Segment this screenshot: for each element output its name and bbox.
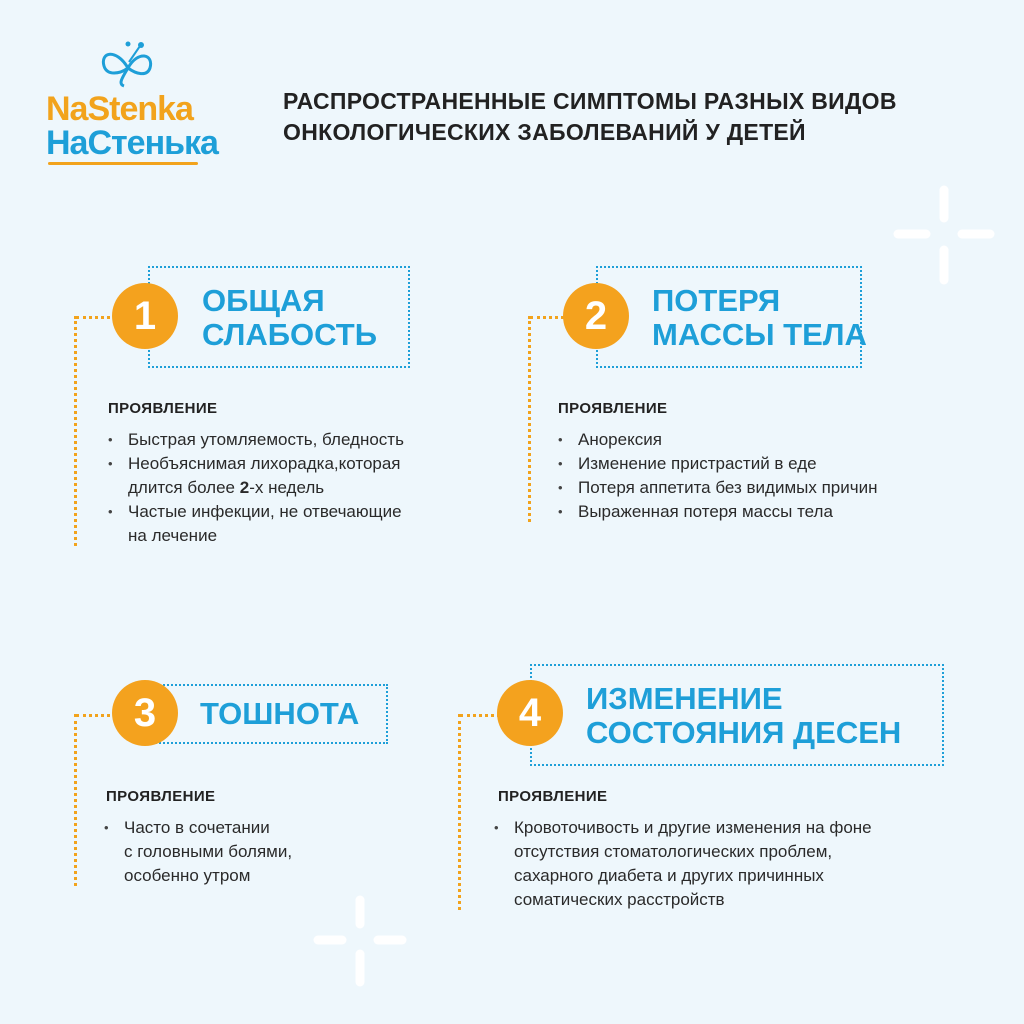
connector-line (76, 316, 116, 319)
list-item-text: с головными болями, (124, 842, 293, 861)
butterfly-icon (98, 40, 158, 90)
list-item-text: -х недель (249, 478, 325, 497)
title-line-2: ОНКОЛОГИЧЕСКИХ ЗАБОЛЕВАНИЙ У ДЕТЕЙ (283, 119, 806, 145)
list-item-text: Часто в сочетании (124, 818, 270, 837)
logo-latin: NaStenka (46, 90, 193, 128)
manifestation-label: ПРОЯВЛЕНИЕ (498, 788, 608, 805)
connector-line (76, 714, 116, 717)
list-item: • Выраженная потеря массы тела (558, 500, 958, 524)
list-item-text: на лечение (128, 526, 218, 545)
list-item-text: соматических расстройств (514, 890, 725, 909)
number-badge: 2 (563, 283, 629, 349)
manifestation-label: ПРОЯВЛЕНИЕ (108, 400, 218, 417)
list-item-text: Необъяснимая лихорадка,которая (128, 454, 401, 473)
list-item: • Потеря аппетита без видимых причин (558, 476, 958, 500)
list-item (108, 500, 468, 548)
connector-line (74, 714, 77, 886)
list-item-text: отсутствия стоматологических проблем, (514, 842, 833, 861)
list-item-highlight: 2 (239, 478, 250, 497)
list-item (108, 452, 468, 500)
card-title-line: ОБЩАЯ (202, 283, 325, 318)
card-title-line: СОСТОЯНИЯ ДЕСЕН (586, 715, 902, 750)
number-badge: 4 (497, 680, 563, 746)
list-item (494, 816, 964, 912)
list-item-text: особенно утром (124, 866, 251, 885)
symptom-list (494, 816, 964, 912)
card-title-line: ПОТЕРЯ (652, 283, 781, 318)
symptom-list (104, 816, 384, 888)
list-item: • Анорексия (558, 428, 958, 452)
card-title (652, 284, 867, 352)
card-title: ТОШНОТА (200, 696, 360, 731)
symptom-list (558, 428, 958, 524)
list-item-text: длится более (128, 478, 240, 497)
manifestation-label: ПРОЯВЛЕНИЕ (558, 400, 668, 417)
card-title (586, 682, 901, 750)
list-item: • Быстрая утомляемость, бледность (108, 428, 468, 452)
number-badge: 3 (112, 680, 178, 746)
sparkle-icon (890, 182, 1000, 292)
connector-line (458, 714, 461, 910)
list-item-text: сахарного диабета и других причинных (514, 866, 824, 885)
symptom-list (108, 428, 468, 548)
number-badge: 1 (112, 283, 178, 349)
list-item-text: Кровоточивость и другие изменения на фоне (514, 818, 872, 837)
logo (40, 40, 220, 170)
logo-cyrillic: НаСтенька (46, 124, 218, 162)
card-title-line: МАССЫ ТЕЛА (652, 317, 867, 352)
card-title-line: ИЗМЕНЕНИЕ (586, 681, 783, 716)
list-item: • Изменение пристрастий в еде (558, 452, 958, 476)
logo-underline (48, 162, 198, 165)
page-title (283, 86, 983, 148)
manifestation-label: ПРОЯВЛЕНИЕ (106, 788, 216, 805)
connector-line (460, 714, 500, 717)
title-line-1: РАСПРОСТРАНЕННЫЕ СИМПТОМЫ РАЗНЫХ ВИДОВ (283, 88, 897, 114)
list-item-text: Частые инфекции, не отвечающие (128, 502, 402, 521)
card-title-line: СЛАБОСТЬ (202, 317, 377, 352)
connector-line (528, 316, 531, 522)
card-title (202, 284, 377, 352)
sparkle-icon (310, 892, 410, 992)
connector-line (74, 316, 77, 546)
list-item (104, 816, 384, 888)
